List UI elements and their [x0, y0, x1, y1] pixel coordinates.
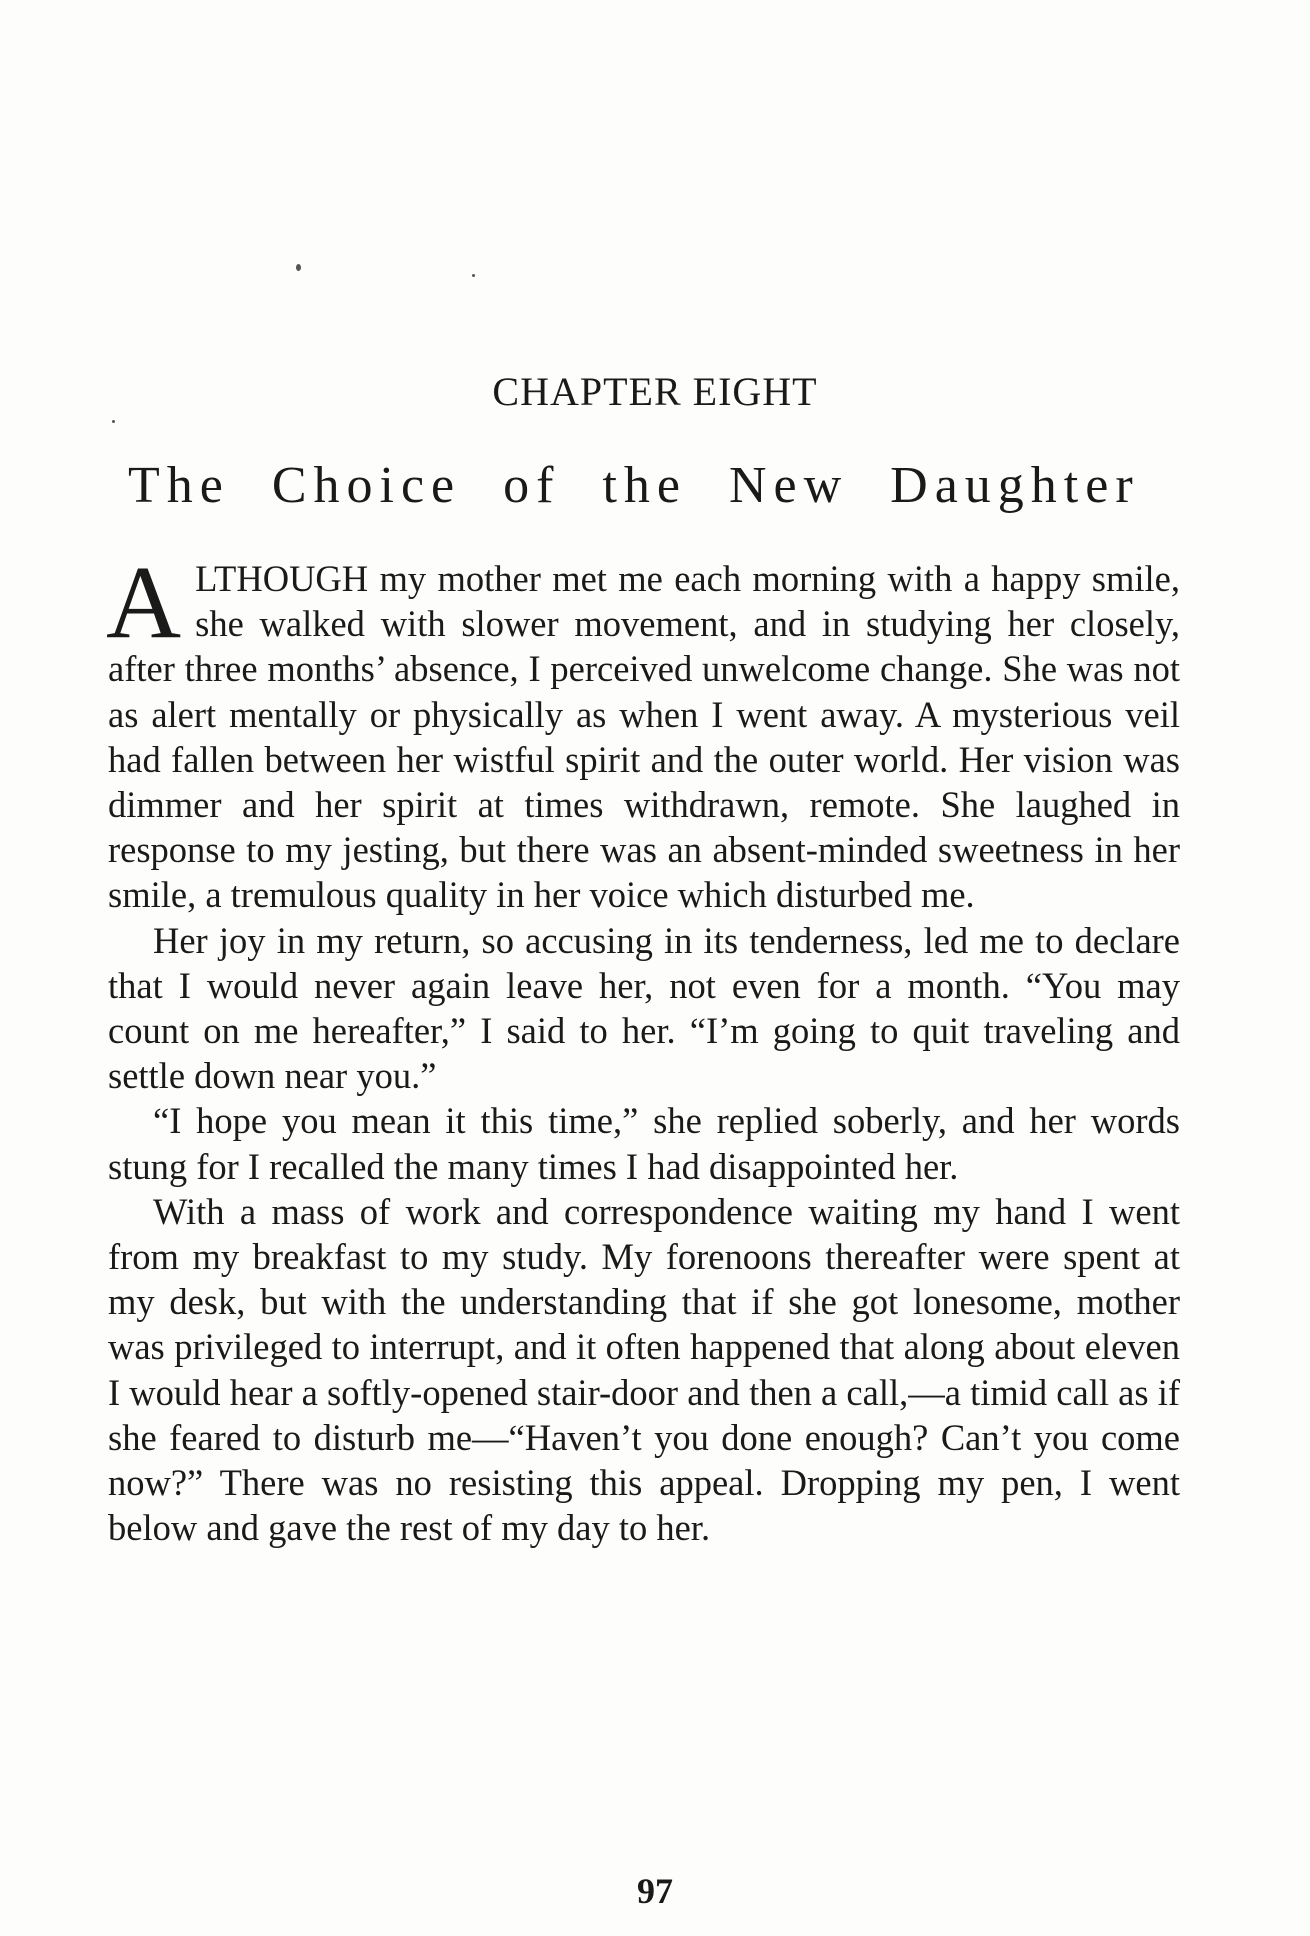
page-number: 97	[637, 1871, 673, 1911]
chapter-body	[106, 545, 1180, 1550]
chapter-label: CHAPTER EIGHT	[492, 369, 818, 414]
paragraph-1	[106, 545, 1180, 918]
chapter-title: The Choice of the New Daughter	[128, 457, 1140, 514]
paragraph-4: With a mass of work and correspondence waiting my hand I went from my breakfast to my study. My forenoons thereafter were spent at my desk, but with the understanding that if she got lonesome, mother was privileged to interrupt, and it often happened that along about eleven I would hear a softly-opened stair-door and then a call,—a timid call as if she feared to disturb me—“Haven’t you done enough? Can’t you come now?” There was no resisting this appeal. Dropping my pen, I went below and gave the rest of my day to her.	[108, 1190, 1180, 1549]
print-speck	[112, 420, 115, 423]
drop-cap: A	[106, 545, 182, 660]
print-speck	[296, 264, 301, 271]
paragraph-2: Her joy in my return, so accusing in its tenderness, led me to declare that I would never again leave her, not even for a month. “You may count on me hereafter,” I said to her. “I’m going to quit traveling and settle down near you.”	[108, 919, 1180, 1097]
paragraph-1-text: LTHOUGH my mother met me each morning with a happy smile, she walked with slower movement, and in studying her closely, after three months’ absence, I perceived unwelcome change. She was not as alert mentally or physically as when I went away. A mysterious veil had fallen between her wistful spirit and the outer world. Her vision was dimmer and her spirit at times withdrawn, remote. She laughed in response to my jesting, but there was an absent-minded sweetness in her smile, a tremulous quality in her voice which disturbed me.	[108, 558, 1180, 916]
paragraph-3: “I hope you mean it this time,” she replied soberly, and her words stung for I recalled the many times I had disappointed her.	[108, 1100, 1180, 1187]
print-speck	[472, 274, 475, 277]
